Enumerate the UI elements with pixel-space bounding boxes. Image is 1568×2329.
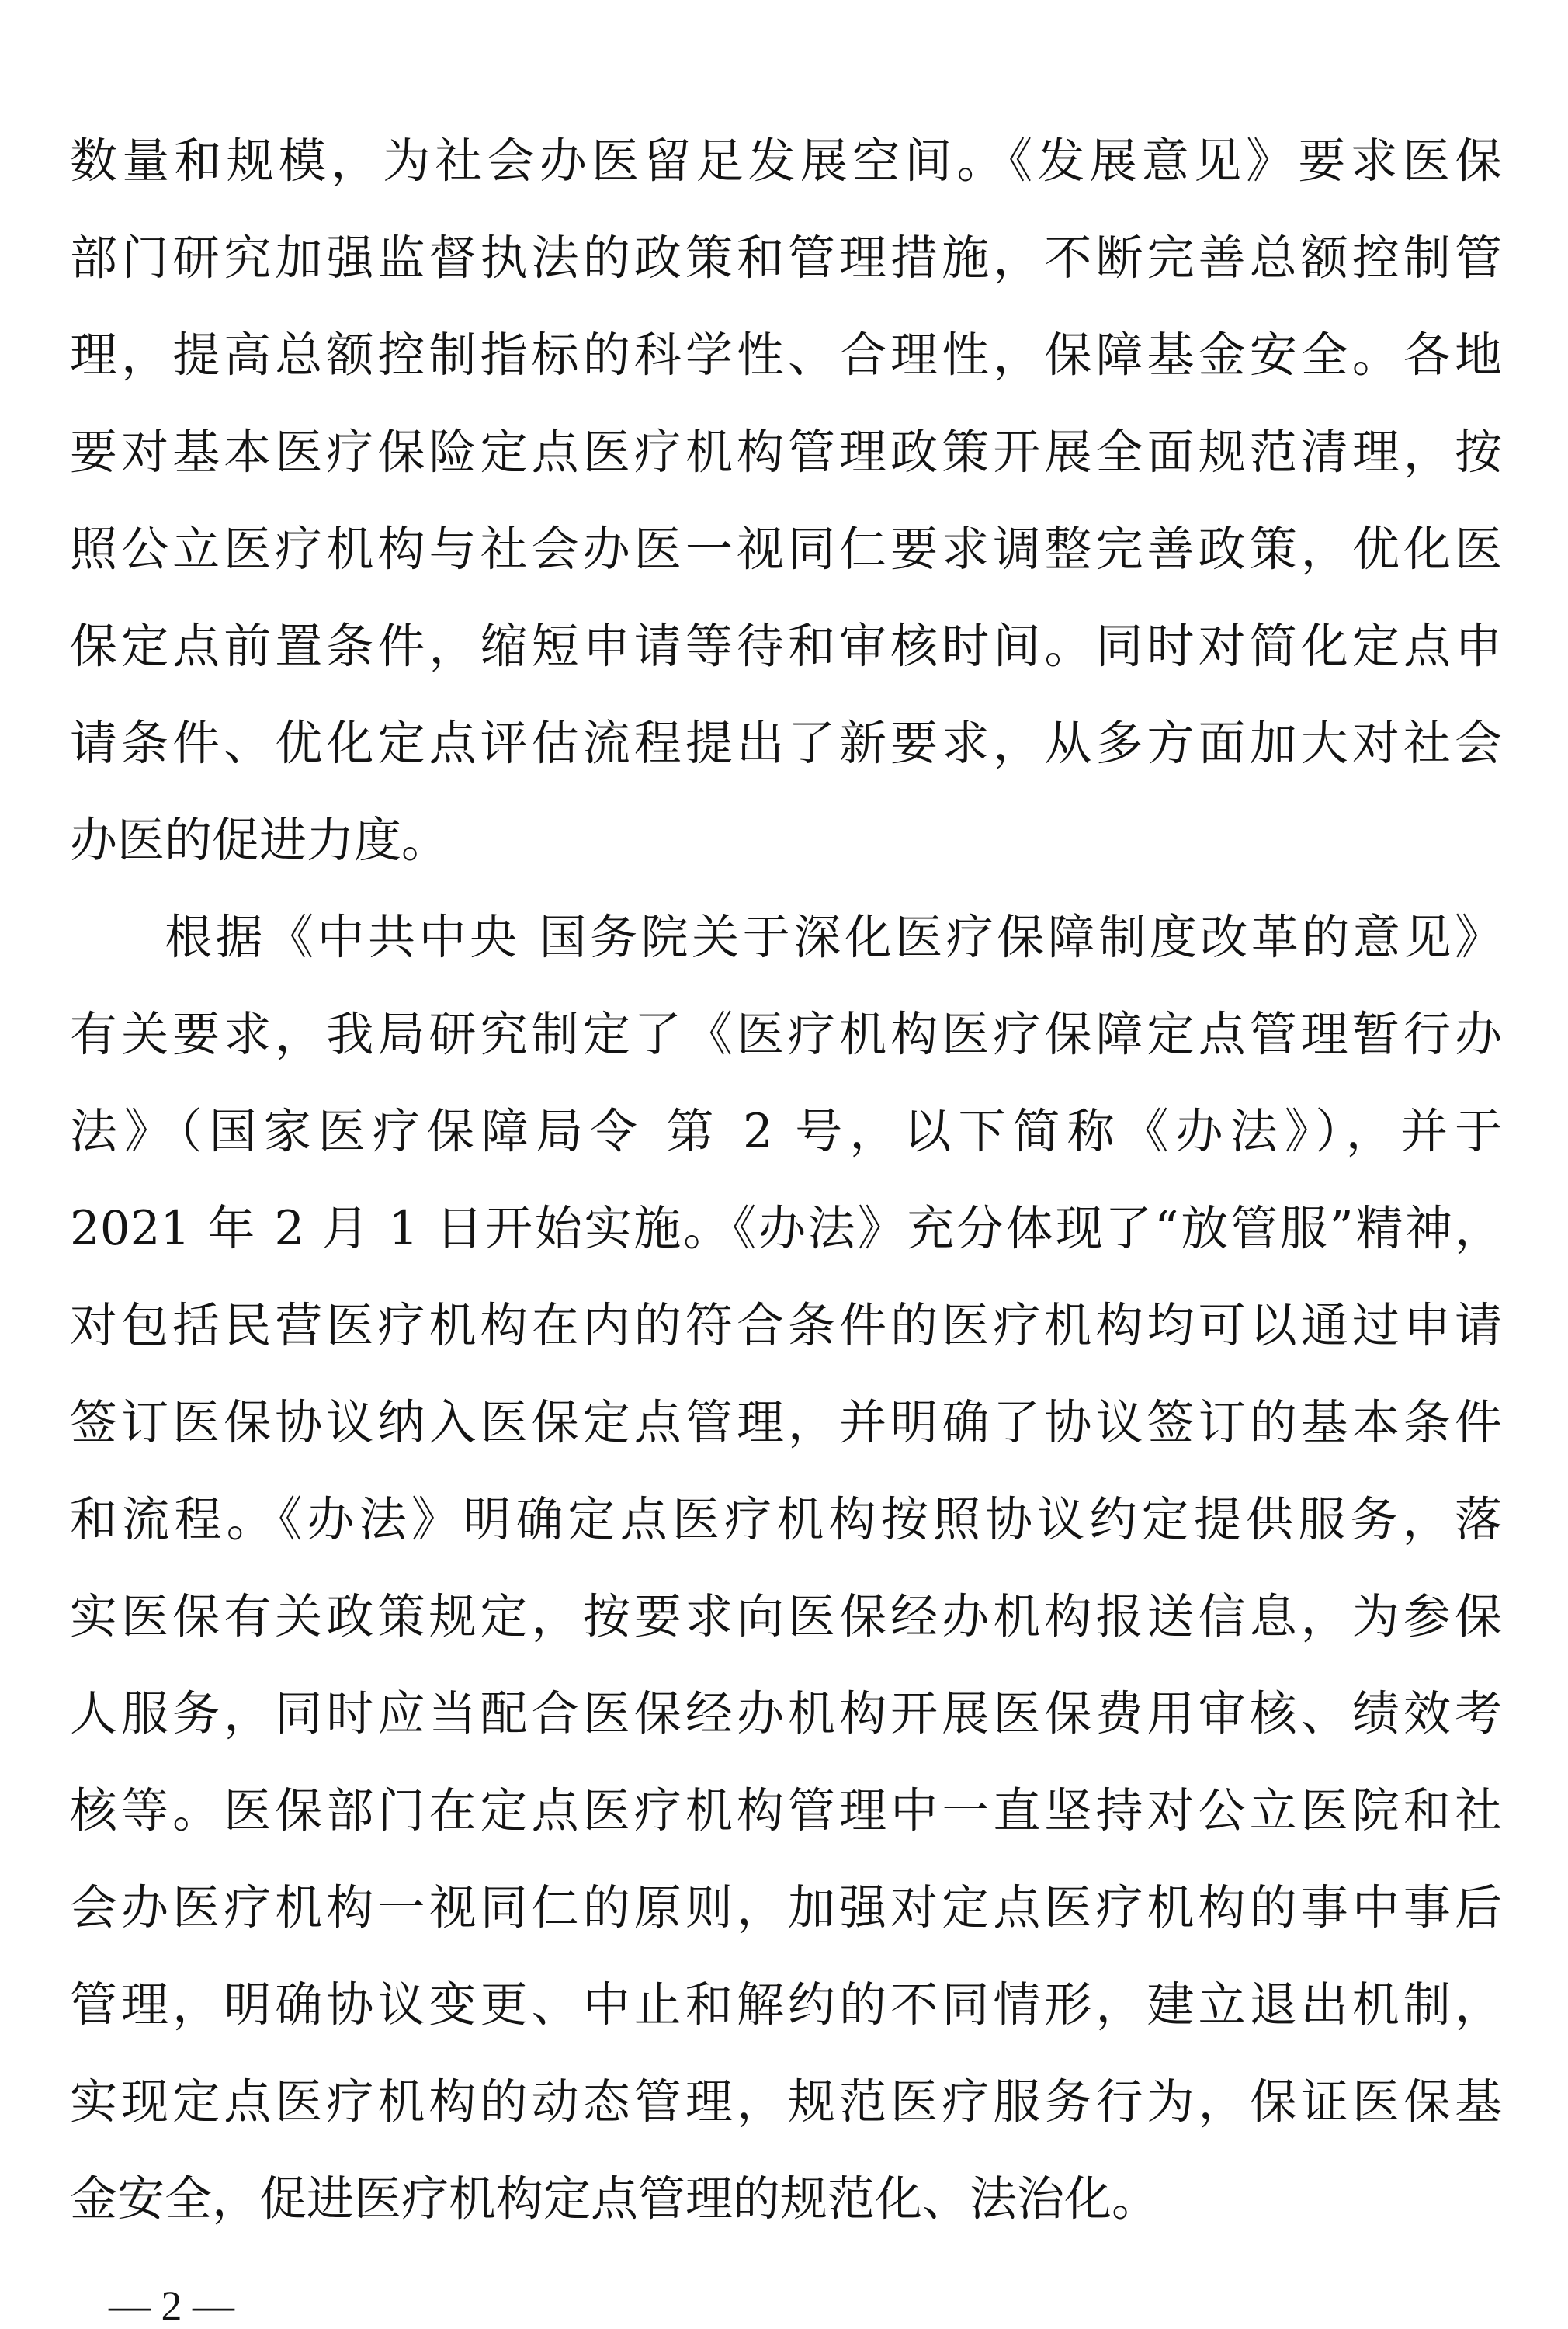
paragraph-2-line-9: 人服务，同时应当配合医保经办机构开展医保费用审核、绩效考 — [70, 1686, 1502, 1741]
paragraph-2-line-8: 实医保有关政策规定，按要求向医保经办机构报送信息，为参保 — [70, 1589, 1502, 1644]
paragraph-1-line-4: 要对基本医疗保险定点医疗机构管理政策开展全面规范清理，按 — [70, 425, 1502, 480]
paragraph-2-line-14: 金安全，促进医疗机构定点管理的规范化、法治化。 — [70, 2171, 1160, 2227]
paragraph-2-line-7: 和流程。《办法》明确定点医疗机构按照协议约定提供服务，落 — [70, 1492, 1502, 1547]
paragraph-1-line-6: 保定点前置条件，缩短申请等待和审核时间。同时对简化定点申 — [70, 619, 1502, 674]
page-number: — 2 — — [109, 2282, 234, 2329]
paragraph-1-line-3: 理，提高总额控制指标的科学性、合理性，保障基金安全。各地 — [70, 328, 1502, 383]
paragraph-1-line-7: 请条件、优化定点评估流程提出了新要求，从多方面加大对社会 — [70, 716, 1502, 771]
paragraph-1-line-8: 办医的促进力度。 — [70, 813, 449, 868]
paragraph-2-line-5: 对包括民营医疗机构在内的符合条件的医疗机构均可以通过申请 — [70, 1298, 1502, 1353]
paragraph-2-line-4: 2021 年 2 月 1 日开始实施。《办法》充分体现了“放管服”精神， — [70, 1201, 1502, 1256]
paragraph-2-line-11: 会办医疗机构一视同仁的原则，加强对定点医疗机构的事中事后 — [70, 1880, 1502, 1935]
paragraph-2-line-6: 签订医保协议纳入医保定点管理，并明确了协议签订的基本条件 — [70, 1395, 1502, 1450]
paragraph-2-line-1: 根据《中共中央 国务院关于深化医疗保障制度改革的意见》 — [165, 910, 1502, 965]
paragraph-1-line-2: 部门研究加强监督执法的政策和管理措施，不断完善总额控制管 — [70, 231, 1502, 286]
paragraph-1-line-5: 照公立医疗机构与社会办医一视同仁要求调整完善政策，优化医 — [70, 522, 1502, 577]
paragraph-2-line-2: 有关要求，我局研究制定了《医疗机构医疗保障定点管理暂行办 — [70, 1007, 1502, 1062]
paragraph-2-line-3: 法》（国家医疗保障局令 第 2 号，以下简称《办法》），并于 — [70, 1104, 1502, 1159]
paragraph-1-line-1: 数量和规模，为社会办医留足发展空间。《发展意见》要求医保 — [70, 134, 1502, 189]
paragraph-2-line-13: 实现定点医疗机构的动态管理，规范医疗服务行为，保证医保基 — [70, 2074, 1502, 2129]
paragraph-2-line-12: 管理，明确协议变更、中止和解约的不同情形，建立退出机制， — [70, 1977, 1502, 2032]
paragraph-2-line-10: 核等。医保部门在定点医疗机构管理中一直坚持对公立医院和社 — [70, 1783, 1502, 1838]
